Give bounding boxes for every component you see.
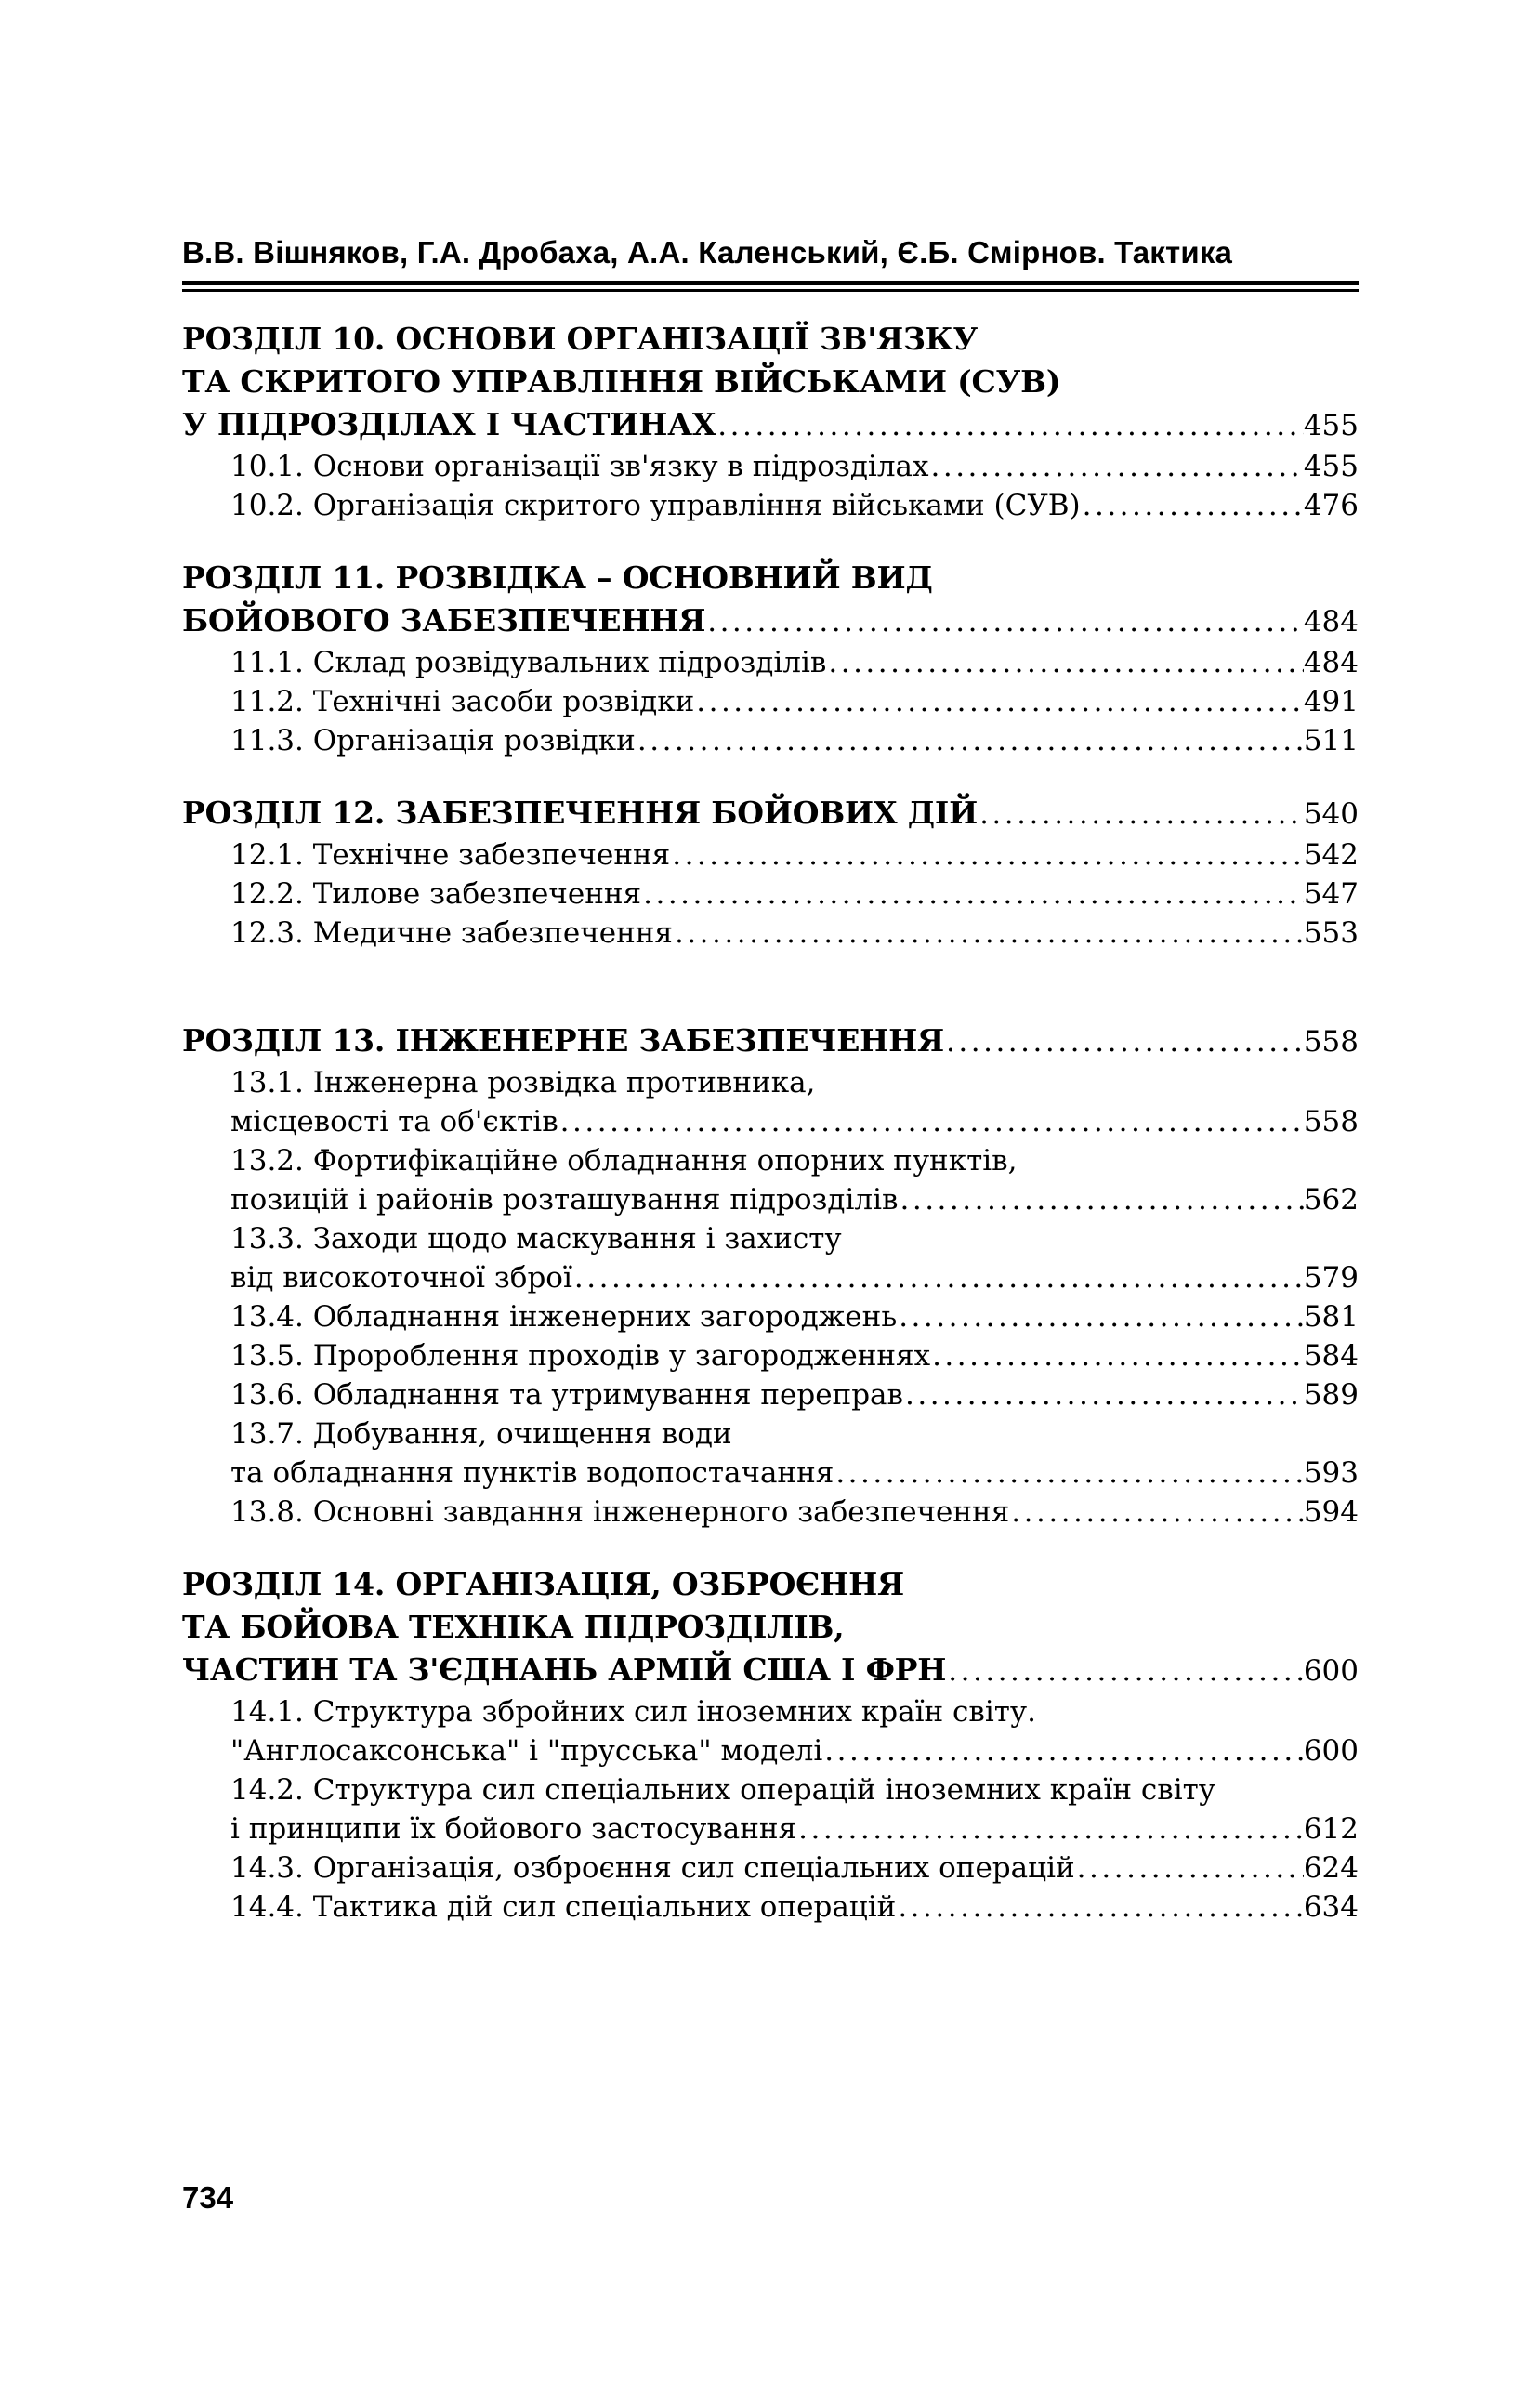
toc-entry-line — [182, 914, 1359, 953]
toc-entry-line — [182, 1375, 1359, 1415]
chapter-title-line — [182, 361, 1359, 403]
chapter-title-line — [182, 792, 1359, 836]
toc-entry-line — [182, 1888, 1359, 1927]
toc-entry-line — [182, 1336, 1359, 1375]
page-ref: 491 — [1303, 685, 1359, 718]
chapter-title-line — [182, 1020, 1359, 1063]
subsection-text: 13.6. Обладнання та утримування переправ — [230, 1378, 903, 1412]
dot-leader — [560, 1102, 1304, 1141]
page-ref: 562 — [1303, 1183, 1359, 1217]
dot-leader — [824, 1731, 1304, 1770]
book-page — [0, 234, 1537, 2408]
dot-leader — [898, 1888, 1304, 1927]
toc-entry-line — [182, 836, 1359, 875]
dot-leader — [637, 721, 1304, 760]
dot-leader — [672, 836, 1304, 875]
subsection-text: 12.3. Медичне забезпечення — [230, 916, 673, 950]
chapter-title-line — [182, 1606, 1359, 1649]
toc-entry-line — [182, 1141, 1359, 1180]
toc-entry-line — [182, 1258, 1359, 1297]
toc-entry-line — [182, 1849, 1359, 1888]
subsection-text: 13.3. Заходи щодо маскування і захисту — [230, 1222, 842, 1256]
page-ref: 547 — [1303, 877, 1359, 911]
chapter-title-text: ТА БОЙОВА ТЕХНІКА ПІДРОЗДІЛІВ, — [182, 1609, 845, 1645]
subsection-text: 11.2. Технічні засоби розвідки — [230, 685, 695, 718]
toc-entry-line — [182, 875, 1359, 914]
dot-leader — [932, 1336, 1304, 1375]
chapter-title-text: У ПІДРОЗДІЛАХ І ЧАСТИНАХ — [182, 406, 716, 442]
subsection-text: 14.1. Структура збройних сил іноземних країн світу. — [230, 1695, 1036, 1729]
toc-entry-line — [182, 1493, 1359, 1532]
running-header: В.В. Вішняков, Г.А. Дробаха, А.А. Каленський, Є.Б. Смірнов. Тактика — [182, 235, 1233, 270]
dot-leader — [1083, 486, 1304, 525]
toc-section — [182, 318, 1359, 525]
dot-leader — [1077, 1849, 1304, 1888]
chapter-title-text: РОЗДІЛ 14. ОРГАНІЗАЦІЯ, ОЗБРОЄННЯ — [182, 1566, 905, 1602]
dot-leader — [675, 914, 1304, 953]
subsection-text: 11.3. Організація розвідки — [230, 724, 636, 757]
page-ref: 581 — [1303, 1300, 1359, 1334]
dot-leader — [696, 682, 1304, 721]
chapter-title-text: ЧАСТИН ТА З'ЄДНАНЬ АРМІЙ США І ФРН — [182, 1651, 947, 1688]
subsection-text: позицій і районів розташування підрозділів — [230, 1183, 899, 1217]
toc-entry-line — [182, 1180, 1359, 1219]
dot-leader — [900, 1180, 1303, 1219]
page-ref: 593 — [1303, 1456, 1359, 1490]
dot-leader — [1011, 1493, 1304, 1532]
page-ref: 584 — [1303, 1339, 1359, 1373]
subsection-text: 12.1. Технічне забезпечення — [230, 838, 671, 872]
dot-leader — [899, 1297, 1304, 1336]
page-ref: 476 — [1303, 489, 1359, 522]
page-ref: 484 — [1303, 646, 1359, 679]
header-rule — [182, 281, 1359, 292]
subsection-text: 13.8. Основні завдання інженерного забезпечення — [230, 1495, 1010, 1529]
toc-entry-line — [182, 1809, 1359, 1849]
subsection-text: 13.1. Інженерна розвідка противника, — [230, 1066, 816, 1099]
toc-entry-line — [182, 486, 1359, 525]
toc-entry-line — [182, 721, 1359, 760]
chapter-title-line — [182, 403, 1359, 447]
subsection-text: 12.2. Тилове забезпечення — [230, 877, 642, 911]
chapter-title-line — [182, 599, 1359, 643]
dot-leader — [905, 1375, 1304, 1415]
toc-entry-line — [182, 682, 1359, 721]
subsection-text: 13.2. Фортифікаційне обладнання опорних пунктів, — [230, 1144, 1018, 1178]
dot-leader — [979, 793, 1304, 836]
chapter-title-text: ТА СКРИТОГО УПРАВЛІННЯ ВІЙСЬКАМИ (СУВ) — [182, 363, 1061, 400]
dot-leader — [948, 1650, 1304, 1692]
dot-leader — [717, 404, 1304, 447]
toc-entry-line — [182, 1770, 1359, 1809]
toc-entry-line — [182, 1415, 1359, 1454]
chapter-title-text: РОЗДІЛ 13. ІНЖЕНЕРНЕ ЗАБЕЗПЕЧЕННЯ — [182, 1022, 945, 1059]
chapter-title-line — [182, 557, 1359, 599]
toc-section — [182, 1020, 1359, 1532]
dot-leader — [798, 1809, 1304, 1849]
page-ref: 511 — [1303, 724, 1359, 757]
toc-section — [182, 557, 1359, 760]
page-ref: 594 — [1303, 1495, 1359, 1529]
toc-entry-line — [182, 643, 1359, 682]
chapter-title-text: РОЗДІЛ 12. ЗАБЕЗПЕЧЕННЯ БОЙОВИХ ДІЙ — [182, 795, 979, 831]
dot-leader — [946, 1020, 1304, 1063]
dot-leader — [707, 600, 1304, 643]
toc-entry-line — [182, 1102, 1359, 1141]
toc-entry-line — [182, 1219, 1359, 1258]
dot-leader — [574, 1258, 1304, 1297]
subsection-text: і принципи їх бойового застосування — [230, 1812, 797, 1846]
subsection-text: та обладнання пунктів водопостачання — [230, 1456, 834, 1490]
toc-entry-line — [182, 447, 1359, 486]
dot-leader — [828, 643, 1303, 682]
page-ref: 634 — [1303, 1890, 1359, 1924]
subsection-text: від високоточної зброї — [230, 1261, 572, 1295]
page-ref: 600 — [1303, 1654, 1359, 1688]
toc-section — [182, 792, 1359, 953]
chapter-title-line — [182, 1649, 1359, 1692]
dot-leader — [930, 447, 1303, 486]
page-ref: 484 — [1303, 605, 1359, 638]
toc-entry-line — [182, 1731, 1359, 1770]
toc-entry-line — [182, 1297, 1359, 1336]
page-ref: 540 — [1303, 797, 1359, 831]
page-ref: 455 — [1303, 409, 1359, 442]
chapter-title-line — [182, 1563, 1359, 1606]
table-of-contents — [182, 318, 1359, 1927]
header-rule-thin-line — [182, 289, 1359, 292]
page-ref: 455 — [1303, 450, 1359, 483]
subsection-text: 14.3. Організація, озброєння сил спеціальних операцій — [230, 1851, 1075, 1885]
page-number: 734 — [182, 2180, 234, 2215]
page-ref: 553 — [1303, 916, 1359, 950]
page-ref: 624 — [1303, 1851, 1359, 1885]
subsection-text: 14.2. Структура сил спеціальних операцій іноземних країн світу — [230, 1773, 1216, 1807]
subsection-text: 13.7. Добування, очищення води — [230, 1417, 732, 1451]
subsection-text: 11.1. Склад розвідувальних підрозділів — [230, 646, 827, 679]
toc-entry-line — [182, 1063, 1359, 1102]
toc-entry-line — [182, 1692, 1359, 1731]
subsection-text: 13.4. Обладнання інженерних загороджень — [230, 1300, 898, 1334]
page-ref: 600 — [1303, 1734, 1359, 1768]
chapter-title-text: БОЙОВОГО ЗАБЕЗПЕЧЕННЯ — [182, 602, 706, 638]
subsection-text: 10.2. Організація скритого управління військами (СУВ) — [230, 489, 1081, 522]
toc-entry-line — [182, 1454, 1359, 1493]
subsection-text: 14.4. Тактика дій сил спеціальних операцій — [230, 1890, 897, 1924]
chapter-title-text: РОЗДІЛ 10. ОСНОВИ ОРГАНІЗАЦІЇ ЗВ'ЯЗКУ — [182, 321, 979, 357]
page-ref: 558 — [1303, 1105, 1359, 1138]
subsection-text: місцевості та об'єктів — [230, 1105, 558, 1138]
chapter-title-line — [182, 318, 1359, 361]
subsection-text: 13.5. Пророблення проходів у загородженнях — [230, 1339, 931, 1373]
page-ref: 579 — [1303, 1261, 1359, 1295]
subsection-text: 10.1. Основи організації зв'язку в підрозділах — [230, 450, 929, 483]
page-ref: 589 — [1303, 1378, 1359, 1412]
dot-leader — [643, 875, 1304, 914]
toc-section — [182, 1563, 1359, 1927]
page-ref: 558 — [1303, 1025, 1359, 1059]
chapter-title-text: РОЗДІЛ 11. РОЗВІДКА – ОСНОВНИЙ ВИД — [182, 559, 933, 596]
subsection-text: "Англосаксонська" і "прусська" моделі — [230, 1734, 823, 1768]
page-ref: 542 — [1303, 838, 1359, 872]
page-ref: 612 — [1303, 1812, 1359, 1846]
dot-leader — [835, 1454, 1304, 1493]
